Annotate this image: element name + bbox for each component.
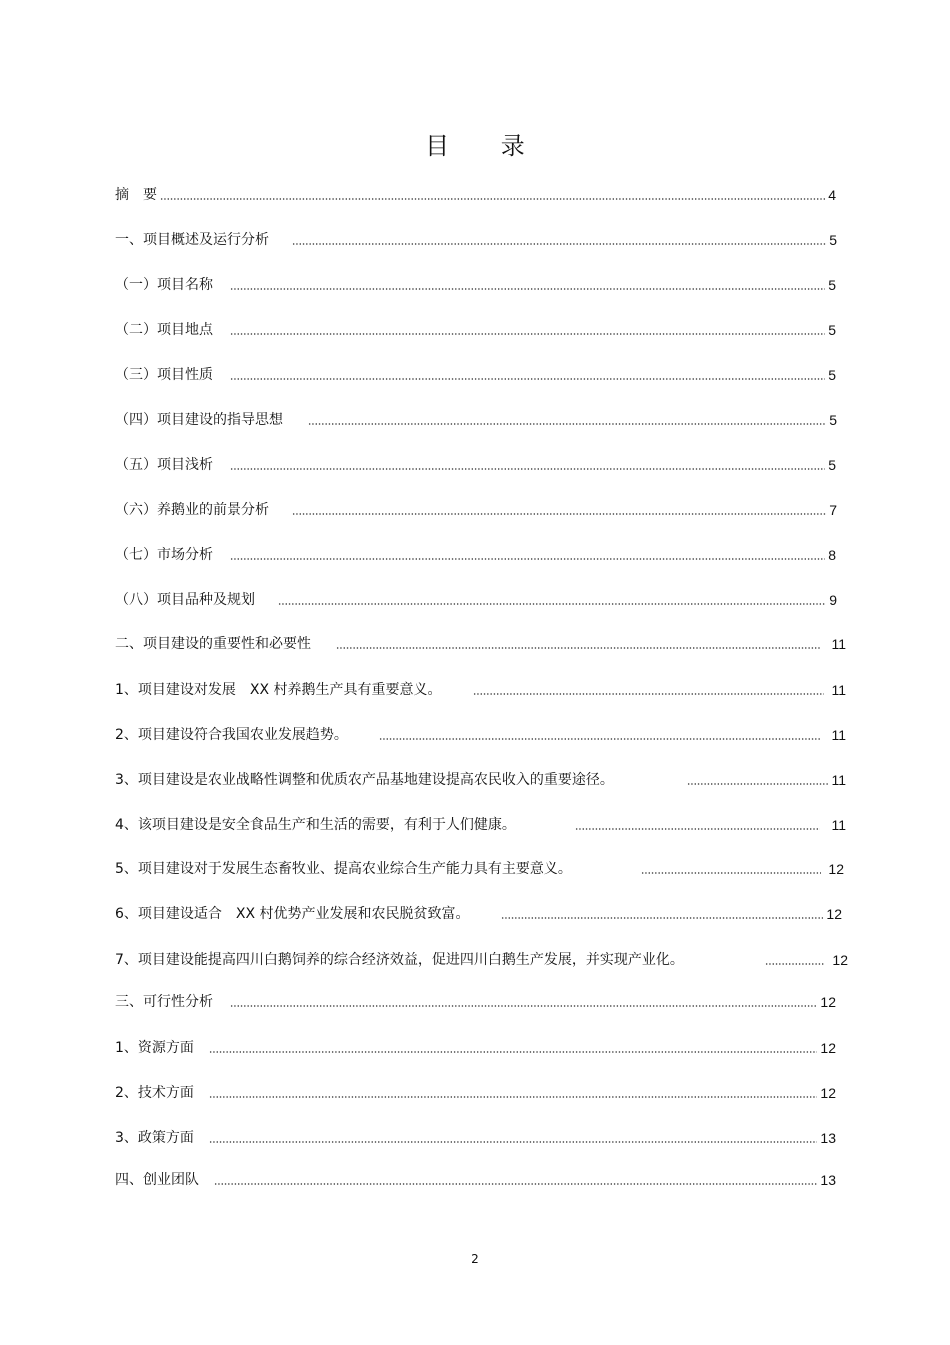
toc-leader — [473, 693, 825, 695]
toc-entry-page: 12 — [820, 1040, 836, 1056]
toc-leader — [765, 963, 826, 965]
toc-entry[interactable] — [115, 992, 836, 1012]
toc-entry[interactable] — [115, 859, 844, 879]
toc-entry-page: 13 — [820, 1130, 836, 1146]
toc-entry-page: 11 — [831, 636, 846, 652]
toc-leader — [230, 468, 825, 470]
toc-entry-label: （六）养鹅业的前景分析 — [115, 502, 269, 518]
toc-entry-label: （四）项目建设的指导思想 — [115, 412, 283, 428]
toc-entry-page: 12 — [828, 861, 844, 877]
toc-entry-label: 二、项目建设的重要性和必要性 — [115, 636, 311, 652]
toc-entry-page: 11 — [831, 817, 846, 833]
toc-leader — [687, 783, 829, 785]
toc-entry[interactable] — [115, 1170, 836, 1190]
toc-leader — [379, 738, 821, 740]
toc-leader — [641, 872, 822, 874]
toc-entry[interactable] — [115, 1083, 836, 1103]
toc-entry[interactable] — [115, 590, 837, 610]
toc-entry-label: （八）项目品种及规划 — [115, 592, 255, 608]
toc-entry-label: 1、项目建设对发展 XX 村养鹅生产具有重要意义。 — [115, 682, 442, 698]
toc-entry-label: （二）项目地点 — [115, 322, 213, 338]
toc-entry[interactable] — [115, 904, 842, 924]
toc-entry[interactable] — [115, 770, 846, 790]
toc-leader — [336, 647, 820, 649]
toc-entry-page: 5 — [829, 412, 837, 428]
toc-entry-label: （七）市场分析 — [115, 547, 213, 563]
toc-entry-page: 12 — [820, 1085, 836, 1101]
toc-entry-label: （五）项目浅析 — [115, 457, 213, 473]
toc-entry[interactable] — [115, 365, 836, 385]
toc-entry[interactable] — [115, 1128, 836, 1148]
page-number: 2 — [471, 1252, 479, 1266]
toc-entry-label: 7、项目建设能提高四川白鹅饲养的综合经济效益，促进四川白鹅生产发展，并实现产业化。 — [115, 952, 684, 968]
toc-entry-label: 四、创业团队 — [115, 1172, 199, 1188]
toc-entry-page: 11 — [831, 727, 846, 743]
toc-entry-page: 5 — [829, 232, 837, 248]
toc-entry[interactable] — [115, 680, 846, 700]
toc-entry[interactable] — [115, 725, 846, 745]
toc-entry-page: 11 — [831, 772, 846, 788]
toc-leader — [292, 243, 826, 245]
toc-entry[interactable] — [115, 1038, 836, 1058]
toc-entry-page: 12 — [832, 952, 848, 968]
toc-entry-label: 3、政策方面 — [115, 1130, 194, 1146]
toc-entry[interactable] — [115, 320, 836, 340]
toc-entry-label: 5、项目建设对于发展生态畜牧业、提高农业综合生产能力具有主要意义。 — [115, 861, 572, 877]
toc-entry[interactable] — [115, 410, 837, 430]
toc-entry-page: 13 — [820, 1172, 836, 1188]
toc-entry-page: 12 — [820, 994, 836, 1010]
toc-entry[interactable] — [115, 815, 846, 835]
toc-entry-page: 12 — [826, 906, 842, 922]
toc-entry-page: 5 — [828, 457, 836, 473]
toc-title: 目 录 — [425, 132, 547, 160]
toc-leader — [292, 513, 826, 515]
toc-leader — [230, 333, 825, 335]
toc-entry[interactable] — [115, 185, 836, 205]
toc-leader — [575, 828, 821, 830]
toc-leader — [230, 1005, 817, 1007]
toc-entry[interactable] — [115, 950, 848, 970]
toc-entry-page: 8 — [828, 547, 836, 563]
toc-entry-page: 5 — [828, 322, 836, 338]
toc-leader — [209, 1051, 818, 1053]
toc-entry-label: 2、技术方面 — [115, 1085, 194, 1101]
toc-entry-label: （一）项目名称 — [115, 277, 213, 293]
toc-leader — [230, 558, 825, 560]
toc-leader — [501, 917, 824, 919]
toc-entry-label: 3、项目建设是农业战略性调整和优质农产品基地建设提高农民收入的重要途径。 — [115, 772, 614, 788]
toc-entry-label: 一、项目概述及运行分析 — [115, 232, 269, 248]
toc-entry-label: 6、项目建设适合 XX 村优势产业发展和农民脱贫致富。 — [115, 906, 470, 922]
toc-entry-label: 摘 要 — [115, 187, 157, 203]
toc-leader — [214, 1183, 817, 1185]
toc-entry[interactable] — [115, 275, 836, 295]
toc-entry-page: 7 — [829, 502, 837, 518]
toc-entry[interactable] — [115, 455, 836, 475]
toc-entry-page: 5 — [828, 277, 836, 293]
toc-entry-page: 5 — [828, 367, 836, 383]
toc-leader — [308, 423, 826, 425]
toc-entry-page: 4 — [828, 187, 836, 203]
toc-entry-page: 11 — [831, 682, 846, 698]
toc-leader — [230, 288, 825, 290]
toc-leader — [160, 198, 825, 200]
toc-entry-label: 1、资源方面 — [115, 1040, 194, 1056]
toc-leader — [209, 1096, 818, 1098]
toc-entry[interactable] — [115, 500, 837, 520]
toc-entry-label: （三）项目性质 — [115, 367, 213, 383]
toc-leader — [278, 603, 826, 605]
toc-leader — [230, 378, 825, 380]
toc-entry[interactable] — [115, 545, 836, 565]
toc-entry[interactable] — [115, 634, 846, 654]
toc-leader — [209, 1141, 818, 1143]
toc-entry[interactable] — [115, 230, 837, 250]
toc-entry-label: 三、可行性分析 — [115, 994, 213, 1010]
toc-entry-page: 9 — [829, 592, 837, 608]
toc-entry-label: 2、项目建设符合我国农业发展趋势。 — [115, 727, 348, 743]
toc-entry-label: 4、该项目建设是安全食品生产和生活的需要，有利于人们健康。 — [115, 817, 516, 833]
